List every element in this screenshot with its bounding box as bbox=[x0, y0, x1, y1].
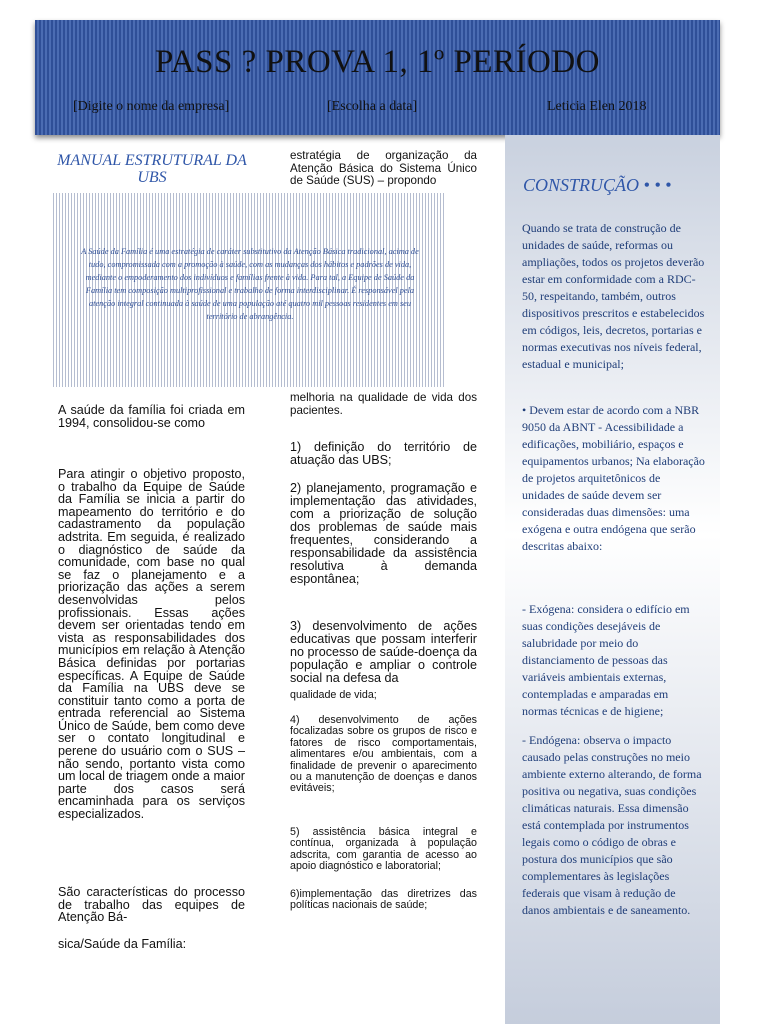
sidebar-paragraph-3: - Exógena: considera o edifício em suas condições desejáveis de salubridade por meio do distanciamento de pessoas das variáveis ambientais externas, contempladas e amparadas em normas técnicas e de higiene; bbox=[522, 602, 690, 718]
sidebar-panel bbox=[505, 135, 720, 1024]
list-item-4: 4) desenvolvimento de ações focalizadas sobre os grupos de risco e fatores de risco comportamentais, alimentares e/ou ambientais, com a finalidade de prevenir o aparecimento ou a manutenção de doenças e danos evitáveis; bbox=[290, 714, 477, 795]
col1-paragraph-4: sica/Saúde da Família: bbox=[58, 937, 187, 951]
list-item-6: 6)implementação das diretrizes das políticas nacionais de saúde; bbox=[290, 888, 477, 912]
sidebar-paragraph-2: • Devem estar de acordo com a NBR 9050 da ABNT - Acessibilidade a edificações, mobiliário, espaços e equipamentos urbanos; Na elaboração de projetos arquitetônicos de unidades de saúde devem ser consideradas duas dimensões: uma exógena e outra endógena que serão descritas abaixo: bbox=[522, 403, 705, 553]
list-item-2: 2) planejamento, programação e implementação das atividades, com a priorização de solução dos problemas de saúde mais frequentes, considerando a responsabilidade da assistência resolutiva à demanda espontânea; bbox=[290, 481, 477, 586]
pull-quote-box bbox=[53, 193, 445, 387]
author-label: Leticia Elen 2018 bbox=[547, 99, 647, 114]
pull-quote-text: A Saúde da Família é uma estratégia de caráter substitutivo da Atenção Básica tradicional, acima de tudo, compromissada com a promoção à saúde, com as mudanças dos hábitos e padrões de vida, mediante o empoderamento dos indivíduos e famílias frente à vida. Para tal, a Equipe de Saúde da Família tem composição multiprofissional e trabalho de forma interdisciplinar. É responsável pela atenção integral continuada à saúde de uma população até quatro mil pessoas residentes em seu território de abrangência. bbox=[81, 247, 419, 321]
date-field[interactable]: [Escolha a data] bbox=[327, 99, 418, 114]
list-item-5: 5) assistência básica integral e contínua, organizada à população adscrita, com garantia de acesso ao apoio diagnóstico e laboratorial; bbox=[290, 826, 477, 873]
col1-paragraph-3: São características do processo de trabalho das equipes de Atenção Bá- bbox=[58, 885, 245, 925]
col2-paragraph-mid: melhoria na qualidade de vida dos pacientes. bbox=[290, 391, 477, 417]
document-title: PASS ? PROVA 1, 1º PERÍODO bbox=[154, 44, 601, 80]
section-title: MANUAL ESTRUTURAL DA UBS bbox=[57, 152, 247, 186]
company-field[interactable]: [Digite o nome da empresa] bbox=[73, 99, 230, 114]
list-item-3: 3) desenvolvimento de ações educativas que possam interferir no processo de saúde-doença da população e ampliar o controle social na defesa da bbox=[290, 619, 477, 685]
list-item-1: 1) definição do território de atuação das UBS; bbox=[290, 440, 477, 467]
list-item-3-end: qualidade de vida; bbox=[290, 689, 377, 701]
sidebar-paragraph-1: Quando se trata de construção de unidades de saúde, reformas ou ampliações, todos os projetos deverão estar em conformidade com a RDC-50, respeitando, também, outros dispositivos prescritos e estabelecidos em códigos, leis, decretos, portarias e normas executivas nos níveis federal, estadual e municipal; bbox=[522, 221, 705, 371]
sidebar-title: CONSTRUÇÃO • • • bbox=[523, 175, 672, 195]
col2-paragraph-top: estratégia de organização da Atenção Básica do Sistema Único de Saúde (SUS) – propondo bbox=[290, 149, 477, 187]
col1-paragraph-2: Para atingir o objetivo proposto, o trabalho da Equipe de Saúde da Família se inicia a partir do mapeamento do território e do cadastramento da população adstrita. Em seguida, é realizado o diagnóstico de saúde da comunidade, com base no qual se faz o planejamento e a priorização das ações a serem desenvolvidas pelos profissionais. Essas ações devem ser orientadas tendo em vista as responsabilidades dos municípios em relação à Atenção Básica definidas por portarias específicas. A Equipe de Saúde da Família na UBS deve se constituir tanto como a porta de entrada referencial ao Sistema Único de Saúde, bem como deve ser o contato longitudinal e perene do usuário com o SUS – não sendo, portanto vista como um local de triagem onde a maior parte dos casos será encaminhada para os serviços especializados. bbox=[58, 467, 245, 822]
header-banner bbox=[35, 20, 720, 135]
sidebar-paragraph-4: - Endógena: observa o impacto causado pelas construções no meio ambiente externo alterando, de forma positiva ou negativa, suas condições climáticas naturais. Essa dimensão está contemplada por instrumentos legais como o código de obras e postura dos municípios que são complementares às legislações federais que visam à redução de danos ambientais e de saneamento. bbox=[522, 733, 702, 917]
col1-paragraph-1: A saúde da família foi criada em 1994, consolidou-se como bbox=[58, 403, 245, 430]
